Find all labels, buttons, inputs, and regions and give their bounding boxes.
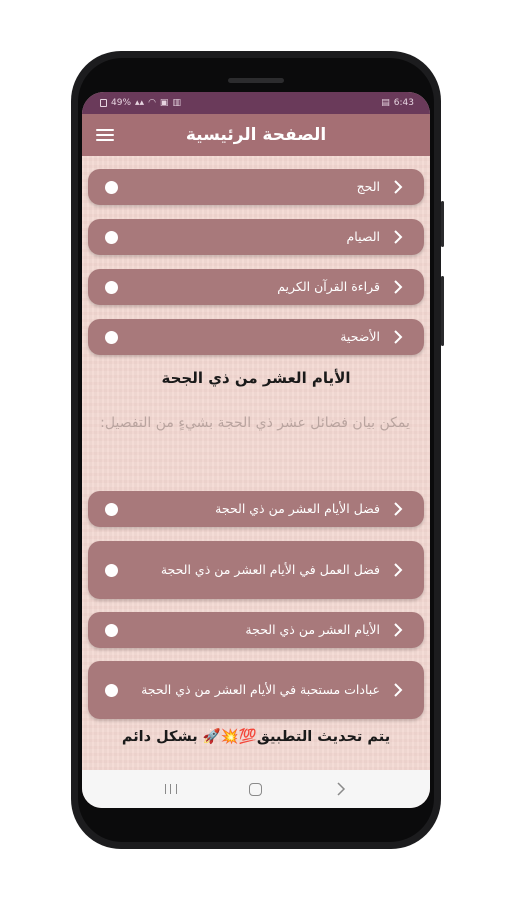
update-note: يتم تحديث التطبيق💯💥🚀 بشكل دائم	[121, 729, 391, 745]
menu-item-hajj[interactable]	[88, 169, 424, 205]
menu-item-label: قراءة القرآن الكريم	[277, 279, 380, 294]
wifi-icon: ◠	[148, 98, 156, 108]
bullet-circle-icon	[105, 564, 118, 577]
home-button[interactable]	[241, 774, 271, 804]
volume-button	[441, 201, 444, 247]
section-item-ten-days[interactable]	[88, 612, 424, 648]
notification-icon: ▣	[159, 98, 169, 108]
recent-apps-icon	[165, 784, 177, 794]
section-item-good-deeds[interactable]	[88, 541, 424, 599]
battery-percent: 49%	[111, 98, 132, 108]
chevron-right-icon	[392, 622, 404, 638]
section-title: الأيام العشر من ذي الجحة	[161, 369, 351, 387]
earpiece-speaker	[228, 78, 284, 83]
chevron-right-icon	[392, 329, 404, 345]
home-icon	[249, 783, 262, 796]
back-chevron-icon	[336, 782, 346, 796]
menu-item-label: الصيام	[346, 229, 380, 244]
main-content	[82, 156, 430, 770]
bullet-circle-icon	[105, 624, 118, 637]
menu-item-fasting[interactable]	[88, 219, 424, 255]
bullet-circle-icon	[105, 503, 118, 516]
back-button[interactable]	[326, 774, 356, 804]
section-item-label: فضل العمل في الأيام العشر من ذي الحجة	[160, 562, 380, 577]
chevron-right-icon	[392, 279, 404, 295]
section-item-label: فضل الأيام العشر من ذي الحجة	[215, 501, 380, 516]
power-button	[441, 276, 444, 346]
message-icon: ▤	[381, 98, 390, 108]
chevron-right-icon	[392, 562, 404, 578]
recent-apps-button[interactable]	[156, 774, 186, 804]
status-bar	[82, 92, 430, 114]
chevron-right-icon	[392, 682, 404, 698]
menu-item-quran-reading[interactable]	[88, 269, 424, 305]
page-title: الصفحة الرئيسية	[185, 125, 327, 145]
app-screen	[82, 92, 430, 808]
bullet-circle-icon	[105, 331, 118, 344]
battery-icon	[100, 99, 107, 107]
section-item-virtues[interactable]	[88, 491, 424, 527]
signal-icon: ▴▴	[135, 98, 145, 108]
menu-item-udhiyah[interactable]	[88, 319, 424, 355]
chevron-right-icon	[392, 229, 404, 245]
clock-time: 6:43	[393, 98, 414, 108]
chevron-right-icon	[392, 179, 404, 195]
bullet-circle-icon	[105, 281, 118, 294]
app-bar	[82, 114, 430, 156]
chevron-right-icon	[392, 501, 404, 517]
bullet-circle-icon	[105, 181, 118, 194]
system-nav-bar	[82, 770, 430, 808]
section-item-label: الأيام العشر من ذي الحجة	[245, 622, 380, 637]
bullet-circle-icon	[105, 231, 118, 244]
section-item-recommended-worship[interactable]	[88, 661, 424, 719]
menu-item-label: الأضحية	[340, 329, 380, 344]
menu-item-label: الحج	[356, 179, 380, 194]
trash-icon: ▥	[172, 98, 181, 108]
bullet-circle-icon	[105, 684, 118, 697]
hamburger-menu-icon[interactable]	[96, 129, 114, 141]
section-description: يمكن بيان فضائل عشر ذي الحجة بشيءٍ من التفصيل:	[100, 415, 410, 431]
section-item-label: عبادات مستحبة في الأيام العشر من ذي الحجة	[141, 682, 380, 697]
